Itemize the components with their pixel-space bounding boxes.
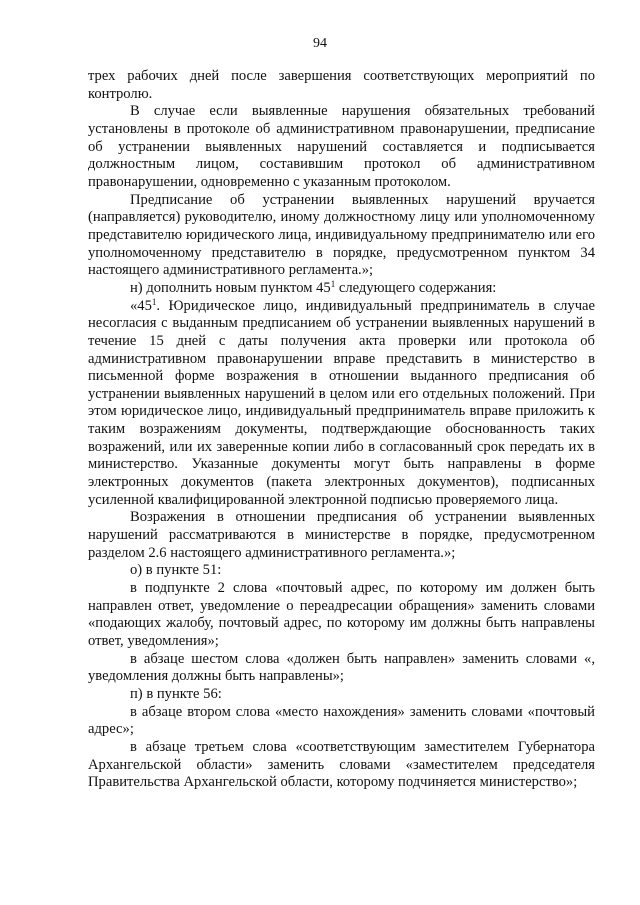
- paragraph: [88, 298, 595, 510]
- paragraph: Возражения в отношении предписания об устранении выявленных нарушений рассматриваются в министерстве в порядке, предусмотренном разделом 2.6 настоящего административного регламента.»;: [88, 509, 595, 561]
- superscript: 1: [151, 296, 157, 307]
- paragraph: трех рабочих дней после завершения соответствующих мероприятий по контролю.: [88, 68, 595, 102]
- document-body: [88, 68, 595, 792]
- paragraph-text: . Юридическое лицо, индивидуальный предприниматель в случае несогласия с выданным предписанием об устранении выявленных нарушений в течение 15 дней с даты получения акта проверки или протокола об административном правонарушении вправе представить в министерство в письменной форме возражения в отношении выданного предписания об устранении выявленных нарушений в целом или его отдельных положений. При этом юридическое лицо, индивидуальный предприниматель вправе приложить к таким возражениям документы, подтверждающие обоснованность таких возражений, или их заверенные копии либо в согласованный срок передать их в министерство. Указанные документы могут быть направлены в форме электронных документов (пакета электронных документов), подписанных усиленной квалифицированной электронной подписью проверяемого лица.: [88, 297, 595, 508]
- paragraph: [88, 280, 595, 298]
- paragraph: в подпункте 2 слова «почтовый адрес, по которому им должен быть направлен ответ, уведомление о переадресации обращения» заменить словами «подающих жалобу, почтовый адрес, по которому им должны быть направлены ответ, уведомления»;: [88, 580, 595, 649]
- paragraph: в абзаце третьем слова «соответствующим заместителем Губернатора Архангельской области» заменить словами «заместителем председателя Правительства Архангельской области, которому подчиняется министерство»;: [88, 738, 595, 791]
- paragraph-text: следующего содержания:: [335, 279, 497, 296]
- paragraph: в абзаце шестом слова «должен быть направлен» заменить словами «, уведомления должны быть направлены»;: [88, 650, 595, 685]
- paragraph: В случае если выявленные нарушения обязательных требований установлены в протоколе об административном правонарушении, предписание об устранении выявленных нарушений составляется и подписывается должностным лицом, составившим протокол об административном правонарушении, одновременно с указанным протоколом.: [88, 103, 595, 190]
- paragraph: Предписание об устранении выявленных нарушений вручается (направляется) руководителю, иному должностному лицу или уполномоченному представителю юридического лица, индивидуальному предпринимателю или его уполномоченному представителю в порядке, предусмотренном пунктом 34 настоящего административного регламента.»;: [88, 191, 595, 279]
- paragraph-text: н) дополнить новым пунктом 45: [130, 279, 331, 296]
- paragraph: о) в пункте 51:: [130, 562, 222, 579]
- paragraph-text: «45: [130, 297, 152, 314]
- paragraph: п) в пункте 56:: [130, 685, 222, 702]
- superscript: 1: [330, 278, 336, 289]
- page-number: 94: [313, 36, 327, 51]
- paragraph: в абзаце втором слова «место нахождения» заменить словами «почтовый адрес»;: [88, 703, 595, 738]
